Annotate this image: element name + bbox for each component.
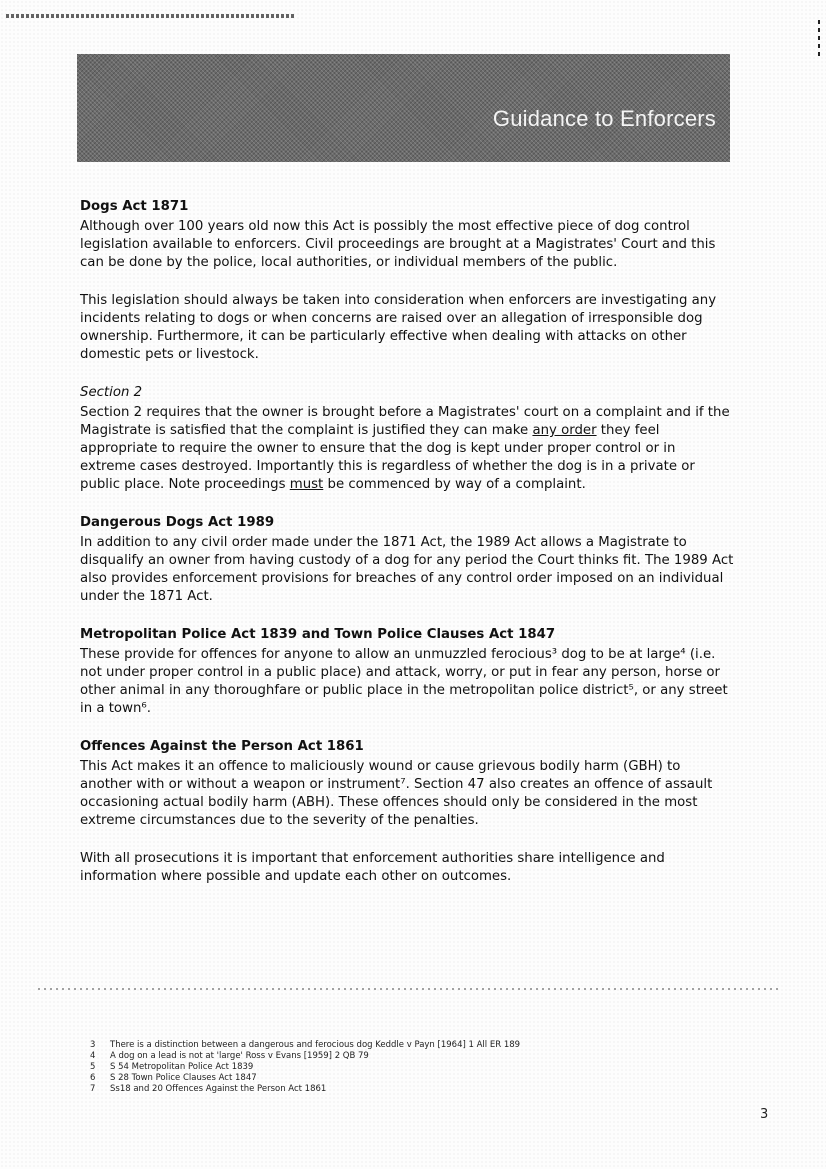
- footnote: [90, 1040, 650, 1051]
- text-run: they feel appropriate to require the owner to ensure that the dog is kept under proper control or in extreme cases destroyed. Importantly this is regardless of whether the dog is in a private or public place. Note proceedings: [80, 423, 695, 492]
- underlined-text: must: [289, 477, 324, 492]
- footnote: [90, 1062, 650, 1073]
- footnote-number: 3: [90, 1040, 96, 1050]
- text-run: be commenced by way of a complaint.: [323, 477, 586, 492]
- text-run: Section 2 requires that the owner is brought before a Magistrates' court on a complaint and if the Magistrate is satisfied that the complaint is justified they can make: [80, 405, 730, 438]
- footnote-separator: [38, 988, 778, 990]
- section-dogs-act: [80, 198, 735, 494]
- subheading: Section 2: [80, 385, 143, 400]
- footnote-text: Ss18 and 20 Offences Against the Person Act 1861: [110, 1084, 327, 1094]
- paragraph: Although over 100 years old now this Act is possibly the most effective piece of dog control legislation available to enforcers. Civil proceedings are brought at a Magistrates' Court and this can be done by the police, local authorities, or individual members of the public.: [80, 219, 716, 270]
- paragraph: With all prosecutions it is important that enforcement authorities share intelligence and information where possible and update each other on outcomes.: [80, 851, 665, 884]
- paragraph: This legislation should always be taken into consideration when enforcers are investigating any incidents relating to dogs or when concerns are raised over an allegation of irresponsible dog ownership. Furthermore, it can be particularly effective when dealing with attacks on other domestic pets or livestock.: [80, 293, 717, 362]
- footnote-text: S 28 Town Police Clauses Act 1847: [110, 1073, 257, 1083]
- paragraph: In addition to any civil order made under the 1871 Act, the 1989 Act allows a Magistrate to disqualify an owner from having custody of a dog for any period the Court thinks fit. The 1989 Act also provides enforcement provisions for breaches of any control order imposed on an individual under the 1871 Act.: [80, 535, 734, 604]
- paragraph: These provide for offences for anyone to allow an unmuzzled ferocious³ dog to be at large⁴ (i.e. not under proper control in a public place) and attack, worry, or put in fear any person, horse or other animal in any thoroughfare or public place in the metropolitan police district⁵, or any street in a town⁶.: [80, 647, 728, 716]
- scan-artifact-right: [818, 20, 820, 60]
- footnote-number: 5: [90, 1062, 96, 1072]
- section-metropolitan: [80, 626, 735, 718]
- footnote-text: A dog on a lead is not at 'large' Ross v Evans [1959] 2 QB 79: [110, 1051, 369, 1061]
- scan-artifact-top: [6, 14, 296, 18]
- footnote: [90, 1051, 650, 1062]
- footnote-number: 7: [90, 1084, 96, 1094]
- footnote-number: 4: [90, 1051, 96, 1061]
- section-offences: [80, 738, 735, 886]
- footnote-number: 6: [90, 1073, 96, 1083]
- paragraph: [80, 404, 735, 494]
- footnote: [90, 1084, 650, 1095]
- footnote: [90, 1073, 650, 1084]
- section-dangerous-dogs: [80, 514, 735, 606]
- section-heading: Metropolitan Police Act 1839 and Town Police Clauses Act 1847: [80, 627, 556, 642]
- section-heading: Dangerous Dogs Act 1989: [80, 515, 275, 530]
- banner-title: Guidance to Enforcers: [492, 106, 716, 131]
- header-banner: [77, 54, 730, 162]
- underlined-text: any order: [532, 423, 597, 438]
- footnote-text: There is a distinction between a dangerous and ferocious dog Keddle v Payn [1964] 1 All ER 189: [110, 1040, 521, 1050]
- footnotes: [90, 1040, 650, 1095]
- main-content: [80, 198, 735, 906]
- section-heading: Offences Against the Person Act 1861: [80, 739, 364, 754]
- section-heading: Dogs Act 1871: [80, 199, 189, 214]
- footnote-text: S 54 Metropolitan Police Act 1839: [110, 1062, 254, 1072]
- paragraph: This Act makes it an offence to maliciously wound or cause grievous bodily harm (GBH) to another with or without a weapon or instrument⁷. Section 47 also creates an offence of assault occasioning actual bodily harm (ABH). These offences should only be considered in the most extreme circumstances due to the severity of the penalties.: [80, 759, 713, 828]
- page-number: 3: [760, 1107, 769, 1122]
